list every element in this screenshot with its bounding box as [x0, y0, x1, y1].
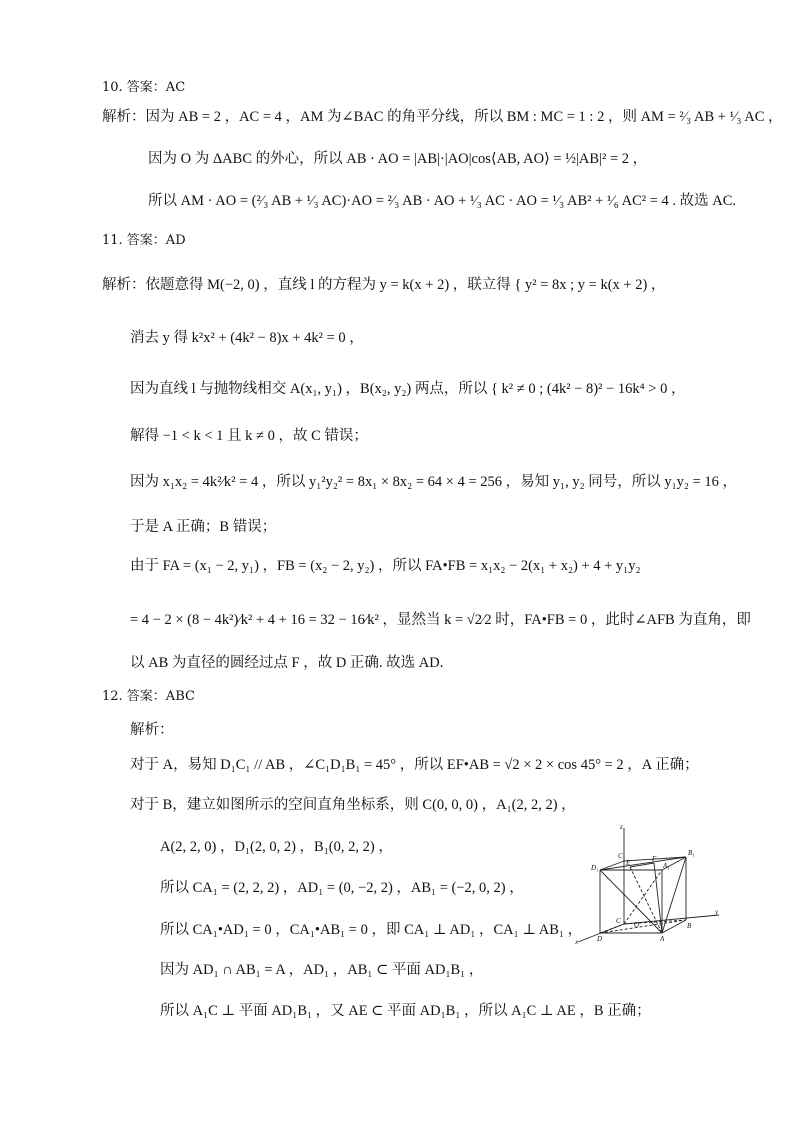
q12-heading: 12. 答案：ABC	[102, 689, 195, 704]
q11-line-2: 消去 y 得 k²x² + (4k² − 8)x + 4k² = 0 ，	[130, 330, 364, 346]
q11-line-7: 由于 FA = (x₁ − 2, y₁) ，FB = (x₂ − 2, y₂) ，所以 FA•FB = x₁x₂ − 2(x₁ + x₂) + 4 + y₁y₂	[130, 558, 641, 574]
q11-line-5: 因为 x₁x₂ = 4k²⁄k² = 4 ，所以 y₁²y₂² = 8x₁ × 8x₂ = 64 × 4 = 256 ，易知 y₁, y₂ 同号，所以 y₁y₂ = 16 ，	[130, 474, 738, 490]
q12-line-7: 因为 AD₁ ∩ AB₁ = A ，AD₁ ，AB₁ ⊂ 平面 AD₁B₁ ，	[160, 962, 484, 978]
q10-line-2: 因为 O 为 ΔABC 的外心，所以 AB · AO = |AB|·|AO|cos⟨AB, AO⟩ = ½|AB|² = 2 ，	[148, 151, 648, 167]
q12-line-2: 对于 A，易知 D₁C₁ // AB ，∠C₁D₁B₁ = 45° ，所以 EF•AB = √2 × 2 × cos 45° = 2 ，A 正确；	[130, 757, 699, 773]
label-c1: C₁	[618, 852, 626, 860]
label-b1: B₁	[688, 849, 695, 857]
label-b: B	[687, 922, 692, 930]
label-z: z	[620, 823, 623, 831]
q10-line-3: 所以 AM · AO = (²⁄₃ AB + ¹⁄₃ AC)·AO = ²⁄₃ AB · AO + ¹⁄₃ AC · AO = ¹⁄₃ AB² + ¹⁄₆ AC² = 4 . 故选 AC.	[148, 193, 737, 209]
q12-line-5: 所以 CA₁ = (2, 2, 2) ，AD₁ = (0, −2, 2) ，AB₁ = (−2, 0, 2) ，	[160, 880, 524, 896]
q12-line-1: 解析：	[130, 722, 174, 738]
label-f: F	[652, 855, 657, 863]
q12-line-6: 所以 CA₁•AD₁ = 0 ，CA₁•AB₁ = 0 ，即 CA₁ ⊥ AD₁ ，CA₁ ⊥ AB₁ ，	[160, 922, 583, 938]
label-a1: A₁	[663, 862, 670, 870]
q12-line-4: A(2, 2, 0) ，D₁(2, 0, 2) ，B₁(0, 2, 2) ，	[160, 839, 393, 855]
q12-line-8: 所以 A₁C ⊥ 平面 AD₁B₁ ，又 AE ⊂ 平面 AD₁B₁ ，所以 A₁C ⊥ AE ，B 正确；	[160, 1003, 651, 1019]
label-d: D	[597, 935, 603, 943]
label-e: E	[626, 859, 631, 867]
q10-heading: 10. 答案：AC	[102, 80, 186, 95]
q11-heading: 11. 答案：AD	[102, 233, 186, 248]
q11-line-9: 以 AB 为直径的圆经过点 F ，故 D 正确. 故选 AD.	[130, 655, 444, 671]
q11-line-3: 因为直线 l 与抛物线相交 A(x₁, y₁) ，B(x₂, y₂) 两点，所以 { k² ≠ 0 ; (4k² − 8)² − 16k⁴ > 0 ，	[130, 381, 686, 397]
q12-line-3: 对于 B，建立如图所示的空间直角坐标系，则 C(0, 0, 0) ，A₁(2, 2, 2) ，	[130, 797, 576, 813]
label-y: y	[715, 908, 719, 916]
label-d1: D₁	[591, 864, 599, 872]
label-c: C	[616, 917, 621, 925]
q10-line-1: 解析：因为 AB = 2 ，AC = 4 ，AM 为∠BAC 的角平分线，所以 BM : MC = 1 : 2 ，则 AM = ²⁄₃ AB + ¹⁄₃ AC ，	[102, 109, 783, 125]
q11-line-8: = 4 − 2 × (8 − 4k²)⁄k² + 4 + 16 = 32 − 16⁄k² ，显然当 k = √2⁄2 时，FA•FB = 0 ，此时∠AFB 为直角，即	[130, 612, 751, 628]
q11-line-4: 解得 −1 < k < 1 且 k ≠ 0 ，故 C 错误；	[130, 428, 368, 444]
label-o: O	[634, 921, 640, 929]
label-a: A	[660, 935, 665, 943]
cube-coordinate-figure	[564, 820, 724, 950]
label-x: x	[575, 938, 579, 946]
q11-line-6: 于是 A 正确；B 错误；	[130, 519, 277, 535]
q11-line-1: 解析：依题意得 M(−2, 0) ，直线 l 的方程为 y = k(x + 2) ，联立得 { y² = 8x ; y = k(x + 2) ，	[102, 277, 666, 293]
